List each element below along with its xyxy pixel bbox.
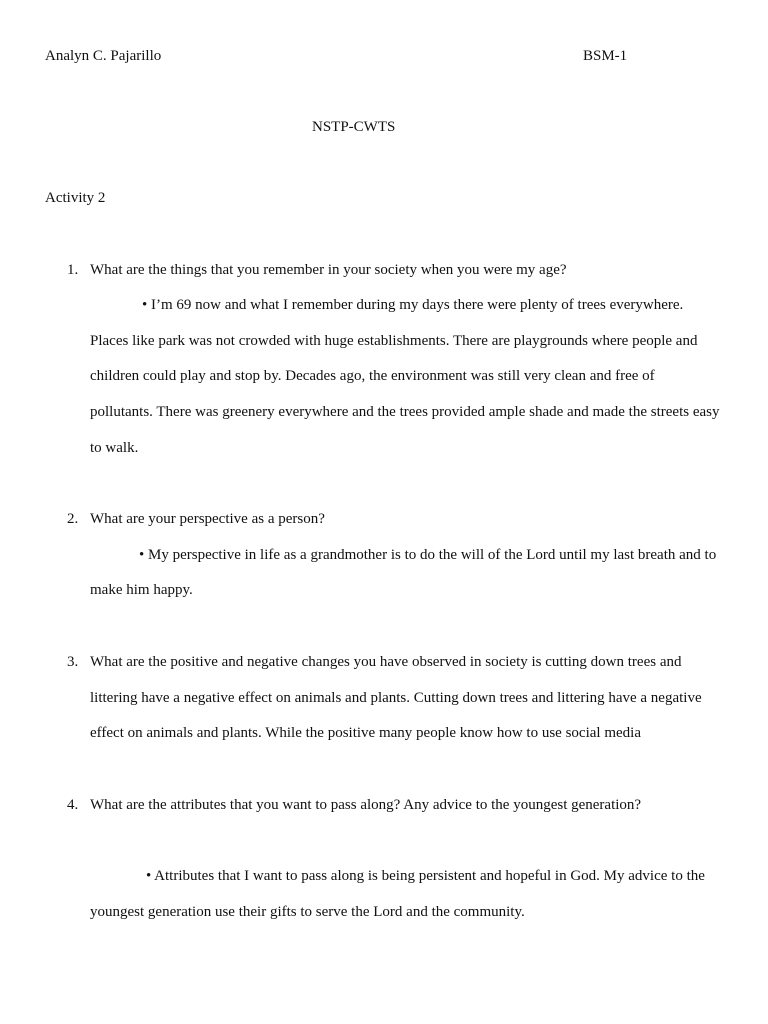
answer-line: make him happy. [90,582,193,598]
section-label: BSM-1 [583,48,628,64]
answer-line: pollutants. There was greenery everywhere and the trees provided ample shade and made the streets easy [90,404,720,420]
answer-line: youngest generation use their gifts to serve the Lord and the community. [90,904,525,920]
author-name: Analyn C. Pajarillo [45,48,162,64]
activity-heading: Activity 2 [45,190,106,206]
question-text: What are the things that you remember in your society when you were my age? [90,262,567,278]
question-number: 3. [67,654,79,670]
answer-line: to walk. [90,440,139,456]
question-text: littering have a negative effect on animals and plants. Cutting down trees and littering have a negative [90,690,702,706]
question-number: 2. [67,511,79,527]
answer-line: • My perspective in life as a grandmother is to do the will of the Lord until my last breath and to [139,547,717,563]
course-title: NSTP-CWTS [312,119,396,135]
question-text: effect on animals and plants. While the positive many people know how to use social media [90,725,641,741]
answer-line: children could play and stop by. Decades ago, the environment was still very clean and free of [90,368,655,384]
question-number: 4. [67,797,79,813]
answer-line: Places like park was not crowded with huge establishments. There are playgrounds where people and [90,333,698,349]
question-text: What are your perspective as a person? [90,511,325,527]
question-text: What are the attributes that you want to pass along? Any advice to the youngest generation? [90,797,642,813]
question-text: What are the positive and negative changes you have observed in society is cutting down trees and [90,654,682,670]
question-number: 1. [67,262,79,278]
answer-line: • I’m 69 now and what I remember during my days there were plenty of trees everywhere. [142,297,684,313]
answer-line: • Attributes that I want to pass along is being persistent and hopeful in God. My advice to the [146,868,705,884]
